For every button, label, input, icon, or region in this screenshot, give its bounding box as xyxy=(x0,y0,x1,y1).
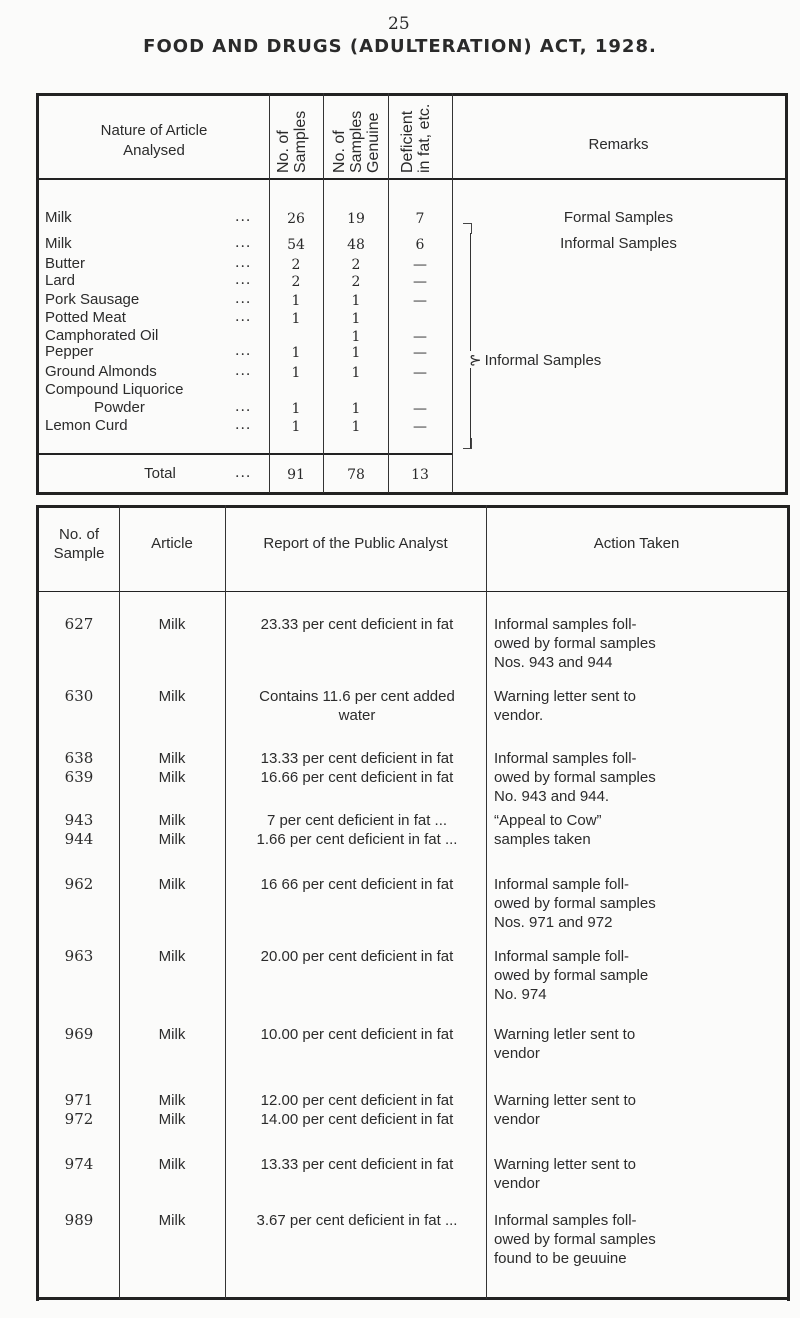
table-cell-genuine: 1 xyxy=(351,401,361,417)
table-cell-genuine: 1 xyxy=(351,311,361,327)
column-divider xyxy=(452,93,453,493)
table-cell-action: Warning letter sent to vendor. xyxy=(494,688,637,724)
table-cell-deficient: — xyxy=(413,257,427,273)
table-cell-action: Informal samples foll- owed by formal samples Nos. 943 and 944 xyxy=(494,616,656,671)
total-samples: 91 xyxy=(287,467,305,483)
table-cell-report: 20.00 per cent deficient in fat xyxy=(260,948,454,965)
table-cell-genuine: 1 xyxy=(351,419,361,435)
table-cell-sample: 638 639 xyxy=(64,749,94,786)
bracket-line xyxy=(470,233,471,351)
page-number: 25 xyxy=(388,14,410,34)
table-cell-sample: 963 xyxy=(64,947,94,965)
header-genuine: No. of Samples Genuine xyxy=(331,110,382,173)
column-divider xyxy=(323,93,324,493)
table-row-article: Camphorated Oil xyxy=(45,327,159,344)
table-cell-samples: 2 xyxy=(291,274,301,290)
table-row-article: Powder xyxy=(94,399,145,416)
header-article: Nature of Article Analysed xyxy=(100,122,208,159)
leader-dots: ... xyxy=(235,309,252,325)
header-deficient: Deficient in fat, etc. xyxy=(399,103,433,173)
table-cell-samples: 1 xyxy=(291,311,301,327)
header-article: Article xyxy=(151,535,193,552)
table-cell-report: 3.67 per cent deficient in fat ... xyxy=(256,1212,458,1229)
leader-dots: ... xyxy=(235,291,252,307)
table-cell-deficient: — xyxy=(413,365,427,381)
table-cell-remarks: Informal Samples xyxy=(560,235,677,252)
table-cell-deficient: — xyxy=(413,345,427,361)
table-cell-report: 13.33 per cent deficient in fat 16.66 per cent deficient in fat xyxy=(260,750,454,786)
table-cell-samples: 2 xyxy=(291,257,301,273)
header-samples: No. of Samples xyxy=(275,110,309,173)
table-cell-sample: 969 xyxy=(64,1025,94,1043)
table-cell-samples: 26 xyxy=(287,211,305,227)
table-cell-sample: 627 xyxy=(64,615,94,633)
table-cell-article: Milk xyxy=(158,948,186,965)
table-row-article: Milk xyxy=(45,235,72,252)
leader-dots: ... xyxy=(235,363,252,379)
bracket-bottom xyxy=(463,438,472,449)
table-cell-sample: 962 xyxy=(64,875,94,893)
table-cell-samples: 1 xyxy=(291,293,301,309)
table-top-rule xyxy=(39,93,785,96)
table-cell-sample: 630 xyxy=(64,687,94,705)
leader-dots: ... xyxy=(235,235,252,251)
table-cell-action: Warning letter sent to vendor xyxy=(494,1092,637,1128)
table-cell-sample: 974 xyxy=(64,1155,94,1173)
total-genuine: 78 xyxy=(347,467,365,483)
table-cell-samples: 1 xyxy=(291,419,301,435)
table-cell-genuine: 1 xyxy=(351,345,361,361)
column-divider xyxy=(269,93,270,493)
bracket-line xyxy=(470,368,471,448)
header-remarks: Remarks xyxy=(588,136,649,153)
table-cell-samples: 1 xyxy=(291,401,301,417)
table-row-article: Pepper xyxy=(45,343,94,360)
table-cell-deficient: — xyxy=(413,401,427,417)
header-sample: No. of Sample xyxy=(53,526,105,562)
table-cell-article: Milk xyxy=(158,876,186,893)
table-cell-genuine: 48 xyxy=(347,237,365,253)
table-row-article: Potted Meat xyxy=(45,309,126,326)
table-row-article: Pork Sausage xyxy=(45,291,140,308)
analyst-report-table xyxy=(36,505,790,1301)
table-cell-article: Milk xyxy=(158,688,186,705)
total-deficient: 13 xyxy=(411,467,429,483)
table-bottom-rule xyxy=(39,1297,787,1300)
table-cell-action: Warning letter sent to vendor xyxy=(494,1156,637,1192)
column-divider xyxy=(388,93,389,493)
leader-dots: ... xyxy=(235,399,252,415)
table-cell-deficient: — xyxy=(413,329,427,345)
table-cell-report: Contains 11.6 per cent added water xyxy=(259,688,455,724)
table-row-article: Butter xyxy=(45,255,86,272)
table-cell-report: 7 per cent deficient in fat ... 1.66 per cent deficient in fat ... xyxy=(256,812,458,848)
table-row-article: Ground Almonds xyxy=(45,363,157,380)
table-cell-report: 12.00 per cent deficient in fat 14.00 per cent deficient in fat xyxy=(260,1092,454,1128)
column-divider xyxy=(225,505,226,1299)
table-cell-article: Milk xyxy=(158,1156,186,1173)
total-label: Total xyxy=(144,465,176,482)
table-cell-genuine: 1 xyxy=(351,365,361,381)
leader-dots: ... xyxy=(235,255,252,271)
leader-dots: ... xyxy=(235,343,252,359)
table-cell-samples: 1 xyxy=(291,345,301,361)
table-cell-sample: 971 972 xyxy=(64,1091,94,1128)
page-title: FOOD AND DRUGS (ADULTERATION) ACT, 1928. xyxy=(143,36,657,57)
table-cell-action: Informal sample foll- owed by formal sample No. 974 xyxy=(494,948,649,1003)
table-cell-genuine: 19 xyxy=(347,211,365,227)
table-cell-article: Milk xyxy=(158,1026,186,1043)
table-cell-sample: 989 xyxy=(64,1211,94,1229)
table-cell-action: Informal samples foll- owed by formal samples found to be geuuine xyxy=(494,1212,656,1267)
table-cell-article: Milk Milk xyxy=(158,1092,186,1128)
table-cell-genuine: 2 xyxy=(351,274,361,290)
table-cell-samples: 1 xyxy=(291,365,301,381)
table-top-rule xyxy=(39,505,787,508)
header-rule xyxy=(39,591,787,592)
header-rule xyxy=(39,178,785,180)
bracket-remark: ⊱ Informal Samples xyxy=(469,352,602,369)
leader-dots: ... xyxy=(235,209,252,225)
table-cell-deficient: 6 xyxy=(415,237,425,253)
table-cell-report: 16 66 per cent deficient in fat xyxy=(260,876,454,893)
total-dots: ... xyxy=(235,465,252,481)
table-cell-article: Milk Milk xyxy=(158,750,186,786)
header-action: Action Taken xyxy=(593,535,680,552)
table-cell-action: Warning letler sent to vendor xyxy=(494,1026,636,1062)
table-row-article: Lard xyxy=(45,272,76,289)
table-cell-deficient: — xyxy=(413,293,427,309)
column-divider xyxy=(486,505,487,1299)
summary-table xyxy=(36,93,788,495)
table-cell-genuine: 1 xyxy=(351,329,361,345)
table-row-article: Milk xyxy=(45,209,72,226)
table-cell-deficient: — xyxy=(413,419,427,435)
leader-dots: ... xyxy=(235,272,252,288)
table-cell-genuine: 2 xyxy=(351,257,361,273)
table-cell-action: Informal sample foll- owed by formal samples Nos. 971 and 972 xyxy=(494,876,656,931)
table-row-article: Lemon Curd xyxy=(45,417,128,434)
table-cell-action: “Appeal to Cow” samples taken xyxy=(494,812,602,848)
table-cell-report: 23.33 per cent deficient in fat xyxy=(260,616,454,633)
table-cell-article: Milk Milk xyxy=(158,812,186,848)
table-cell-remarks: Formal Samples xyxy=(563,209,674,226)
table-cell-article: Milk xyxy=(158,616,186,633)
table-cell-report: 13.33 per cent deficient in fat xyxy=(260,1156,454,1173)
table-row-article: Compound Liquorice xyxy=(45,381,184,398)
leader-dots: ... xyxy=(235,417,252,433)
table-cell-article: Milk xyxy=(158,1212,186,1229)
table-cell-sample: 943 944 xyxy=(64,811,94,848)
table-cell-deficient: — xyxy=(413,274,427,290)
table-bottom-rule xyxy=(39,492,785,495)
header-report: Report of the Public Analyst xyxy=(263,535,448,552)
table-cell-action: Informal samples foll- owed by formal samples No. 943 and 944. xyxy=(494,750,656,805)
table-cell-report: 10.00 per cent deficient in fat xyxy=(260,1026,454,1043)
total-rule xyxy=(39,453,452,455)
table-cell-samples: 54 xyxy=(287,237,305,253)
table-cell-genuine: 1 xyxy=(351,293,361,309)
table-cell-deficient: 7 xyxy=(415,211,425,227)
